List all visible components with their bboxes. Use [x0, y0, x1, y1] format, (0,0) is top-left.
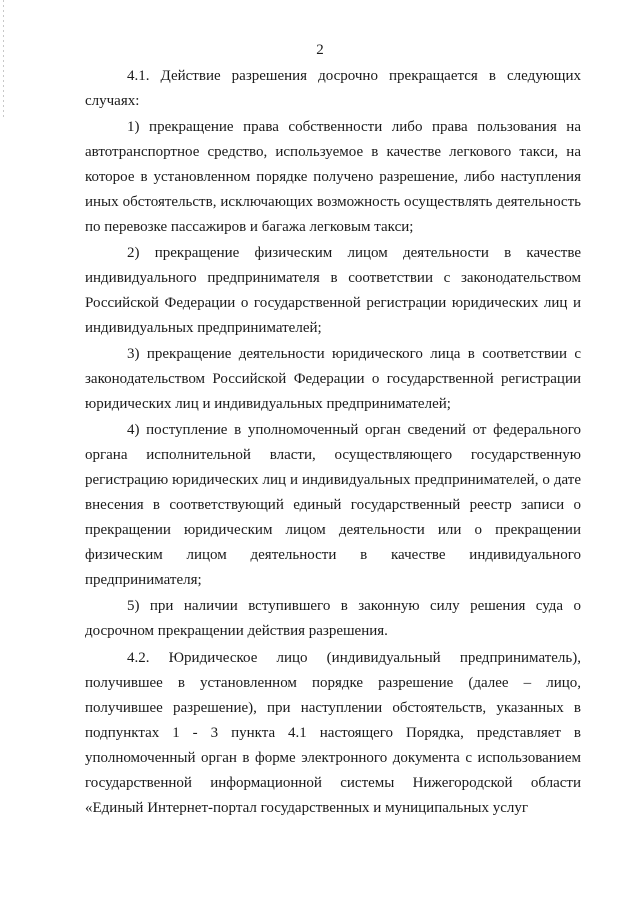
paragraph-4-2: 4.2. Юридическое лицо (индивидуальный предприниматель), получившее в установленном порядке разрешение (далее – лицо, получившее разрешение), при наступлении обстоятельств, указанных в подпунктах 1 - 3 пункта 4.1 настоящего Порядка, представляет в уполномоченный орган в форме электронного документа с использованием государственной информационной системы Нижегородской области «Единый Интернет-портал государственных и муниципальных услуг [85, 650, 581, 816]
scan-edge-mark [3, 0, 4, 120]
paragraph-4-1-item-4: 4) поступление в уполномоченный орган сведений от федерального органа исполнительной власти, осуществляющего государственную регистрацию юридических лиц и индивидуальных предпринимателей, о дате внесения в соответствующий единый государственный реестр записи о прекращении юридическим лицом деятельности или о прекращении физическим лицом деятельности в качестве индивидуального предпринимателя; [85, 422, 581, 588]
paragraph-4-1-item-3: 3) прекращение деятельности юридического лица в соответствии с законодательством Российской Федерации о государственной регистрации юридических лиц и индивидуальных предпринимателей; [85, 346, 581, 412]
document-body [85, 64, 581, 821]
paragraph-4-1-item-2: 2) прекращение физическим лицом деятельности в качестве индивидуального предпринимателя в соответствии с законодательством Российской Федерации о государственной регистрации юридических лиц и индивидуальных предпринимателей; [85, 245, 581, 336]
page-number: 2 [316, 42, 324, 58]
paragraph-4-1: 4.1. Действие разрешения досрочно прекращается в следующих случаях: [85, 68, 581, 109]
paragraph-4-1-item-1: 1) прекращение права собственности либо права пользования на автотранспортное средство, используемое в качестве легкового такси, на которое в установленном порядке получено разрешение, либо наступления иных обстоятельств, исключающих возможность осуществлять деятельность по перевозке пассажиров и багажа легковым такси; [85, 119, 581, 235]
paragraph-4-1-item-5: 5) при наличии вступившего в законную силу решения суда о досрочном прекращении действия разрешения. [85, 598, 581, 639]
